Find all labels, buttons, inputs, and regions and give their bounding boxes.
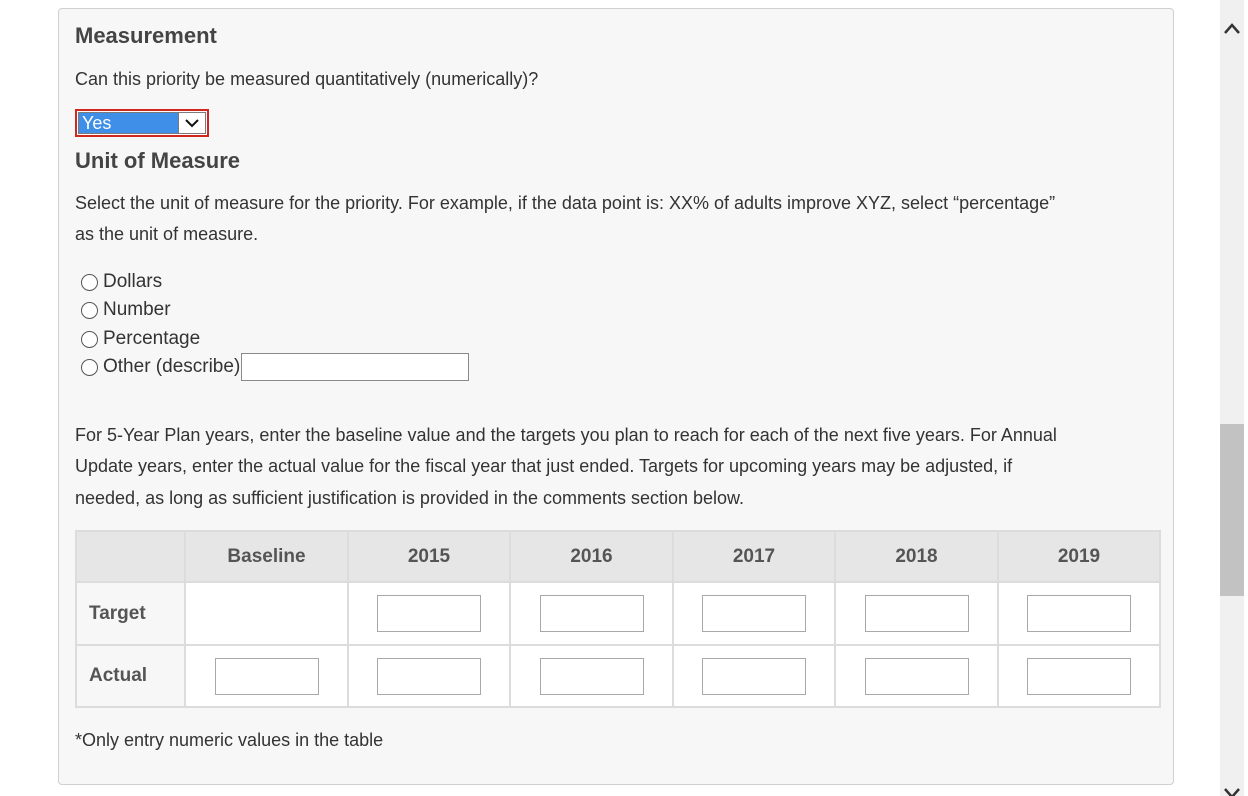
radio-label-other: Other (describe) [103,356,241,377]
measurement-question: Can this priority be measured quantitatively (numerically)? [75,69,539,89]
actual-2015-input[interactable] [377,658,481,695]
radio-number[interactable] [81,302,98,319]
radio-label-number: Number [103,299,171,320]
measurement-panel [58,8,1174,785]
chevron-down-icon[interactable] [1221,782,1243,796]
target-2016-input[interactable] [540,595,644,632]
plan-text-line3: needed, as long as sufficient justification is provided in the comments section below. [75,488,745,508]
target-2015-input[interactable] [377,595,481,632]
radio-option-dollars[interactable] [81,269,162,295]
table-header-baseline: Baseline [185,531,348,582]
row-label-actual: Actual [76,645,185,707]
target-2018-input[interactable] [865,595,969,632]
radio-option-percentage[interactable] [81,326,200,352]
chevron-up-icon[interactable] [1221,18,1243,40]
measurement-heading: Measurement [75,23,217,48]
radio-label-dollars: Dollars [103,271,163,292]
table-header-row [76,531,1160,582]
scrollbar-thumb[interactable] [1220,424,1244,596]
plan-text-line2: Update years, enter the actual value for the fiscal year that just ended. Targets for upcoming years may be adjusted, if [75,456,1013,476]
radio-other[interactable] [81,359,98,376]
actual-baseline-input[interactable] [215,658,319,695]
target-2017-input[interactable] [702,595,806,632]
unit-instructions-line1: Select the unit of measure for the priority. For example, if the data point is: XX% of adults improve XYZ, select “percentage” [75,193,1056,213]
plan-text-line1: For 5-Year Plan years, enter the baseline value and the targets you plan to reach for each of the next five years. For Annual [75,425,1057,445]
table-header-2019: 2019 [998,531,1160,582]
actual-2019-input[interactable] [1027,658,1131,695]
table-header-2015: 2015 [348,531,510,582]
table-header-blank [76,531,185,582]
table-row [76,582,1160,645]
unit-instructions-line2: as the unit of measure. [75,224,259,244]
row-label-target: Target [76,582,185,645]
table-header-2017: 2017 [673,531,835,582]
unit-heading: Unit of Measure [75,148,241,173]
other-describe-input[interactable] [241,353,469,381]
radio-label-percentage: Percentage [103,328,201,349]
target-2019-input[interactable] [1027,595,1131,632]
actual-2018-input[interactable] [865,658,969,695]
table-footnote: *Only entry numeric values in the table [75,730,384,750]
radio-percentage[interactable] [81,331,98,348]
radio-option-other[interactable] [81,354,469,380]
table-row [76,645,1160,707]
radio-option-number[interactable] [81,297,171,323]
chevron-down-icon[interactable] [178,113,205,133]
target-baseline-cell [185,582,348,645]
table-header-2016: 2016 [510,531,673,582]
measurable-select-value: Yes [79,113,178,133]
page-scrollbar[interactable] [1220,0,1244,796]
table-header-2018: 2018 [835,531,998,582]
actual-2017-input[interactable] [702,658,806,695]
measurable-select[interactable] [75,109,209,137]
targets-table [75,530,1161,708]
radio-dollars[interactable] [81,274,98,291]
actual-2016-input[interactable] [540,658,644,695]
